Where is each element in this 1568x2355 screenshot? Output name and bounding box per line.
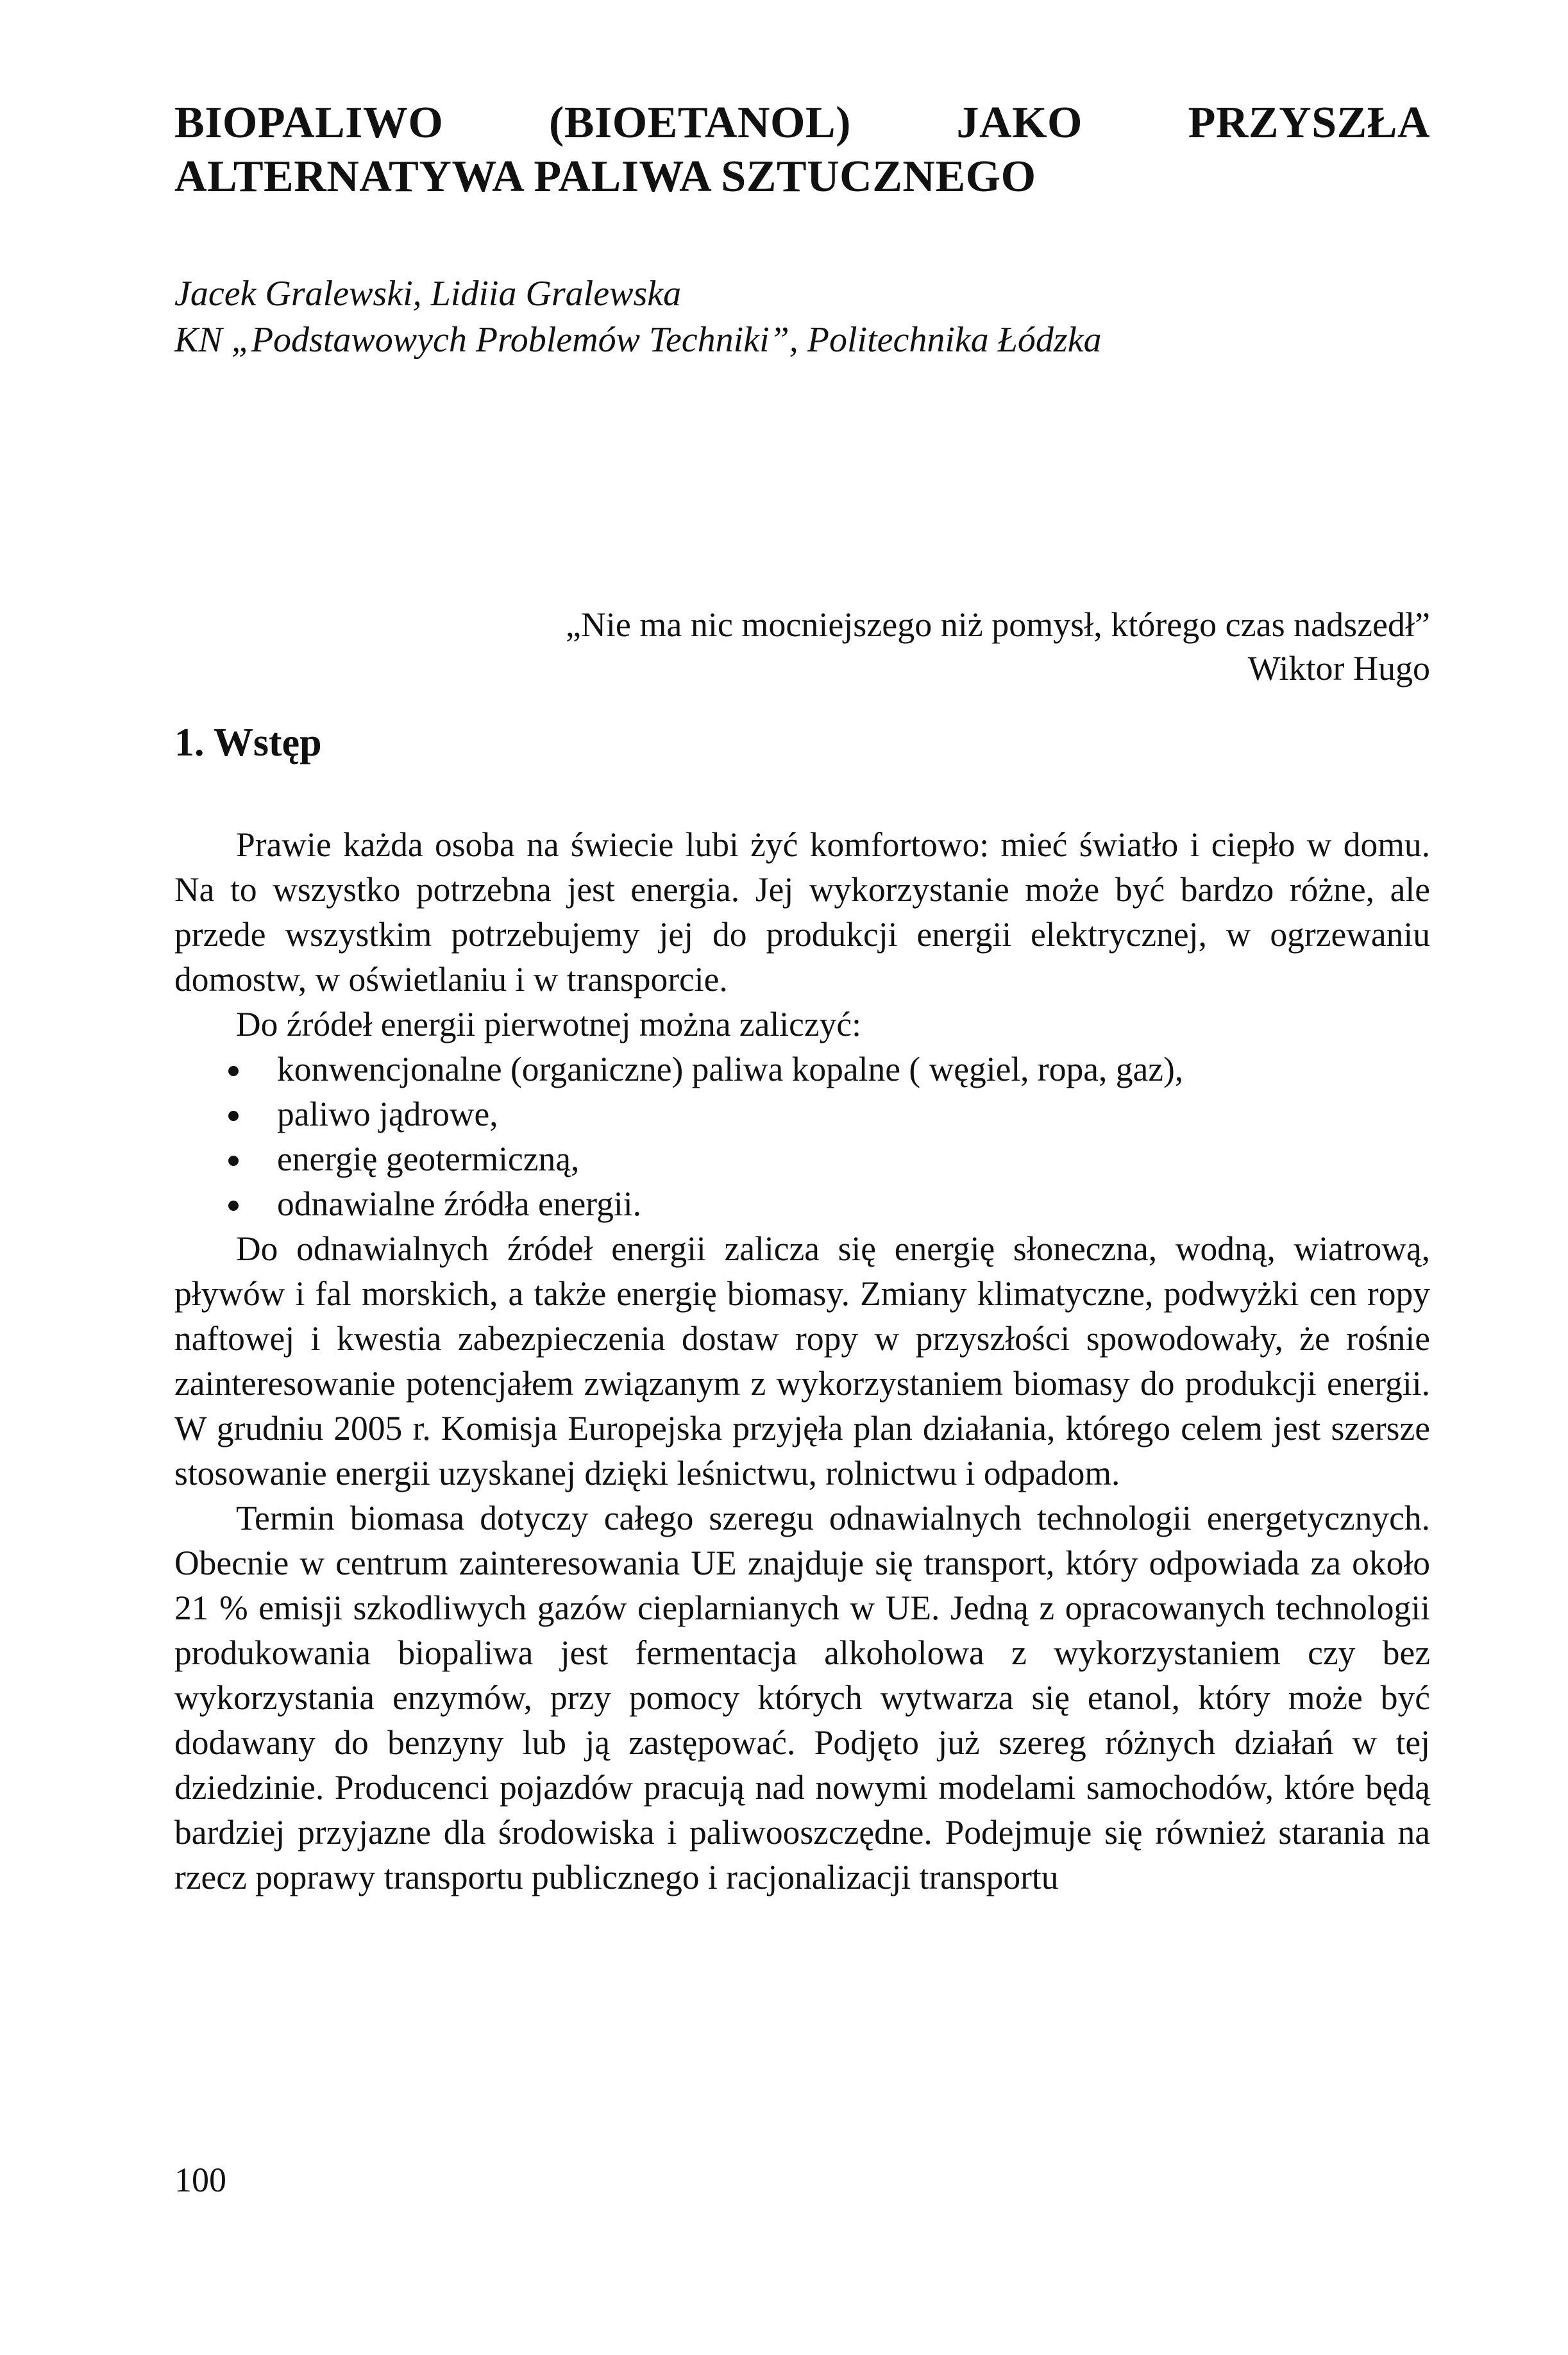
title-line-2: ALTERNATYWA PALIWA SZTUCZNEGO <box>174 152 1036 201</box>
paragraph-3: Do odnawialnych źródeł energii zalicza się energię słoneczna, wodną, wiatrową, pływów i fal morskich, a także energię biomasy. Zmiany klimatyczne, podwyżki cen ropy naftowej i kwestia zabezpieczenia dostaw ropy w przyszłości spowodowały, że rośnie zainteresowanie potencjałem związanym z wykorzystaniem biomasy do produkcji energii. W grudniu 2005 r. Komisja Europejska przyjęła plan działania, którego celem jest szersze stosowanie energii uzyskanej dzięki leśnictwu, rolnictwu i odpadom. <box>174 1229 1430 1492</box>
bullet-icon <box>228 1066 239 1076</box>
list-item <box>174 1181 1430 1226</box>
page <box>174 96 1430 1900</box>
page-number: 100 <box>174 2161 226 2199</box>
authors-block <box>174 271 1430 363</box>
section-body <box>174 822 1430 1900</box>
section-heading: 1. Wstęp <box>174 721 322 764</box>
author-affiliation: KN „Podstawowych Problemów Techniki”, Politechnika Łódzka <box>174 320 1102 360</box>
list-item-text: energię geotermiczną, <box>277 1140 580 1178</box>
bullet-icon <box>228 1201 239 1211</box>
paragraph-2: Do źródeł energii pierwotnej można zaliczyć: <box>236 1005 861 1043</box>
author-names: Jacek Gralewski, Lidiia Gralewska <box>174 274 682 314</box>
list-item <box>174 1136 1430 1181</box>
bullet-icon <box>228 1156 239 1166</box>
energy-sources-list <box>174 1047 1430 1226</box>
list-item-text: konwencjonalne (organiczne) paliwa kopalne ( węgiel, ropa, gaz), <box>277 1050 1184 1088</box>
list-item <box>174 1047 1430 1092</box>
bullet-icon <box>228 1111 239 1121</box>
paragraph-1: Prawie każda osoba na świecie lubi żyć komfortowo: mieć światło i ciepło w domu. Na to wszystko potrzebna jest energia. Jej wykorzystanie może być bardzo różne, ale przede wszystkim potrzebujemy jej do produkcji energii elektrycznej, w ogrzewaniu domostw, w oświetlaniu i w transporcie. <box>174 825 1430 999</box>
epigraph-quote: „Nie ma nic mocniejszego niż pomysł, którego czas nadszedł” <box>565 605 1430 644</box>
paragraph-4: Termin biomasa dotyczy całego szeregu odnawialnych technologii energetycznych. Obecnie w centrum zainteresowania UE znajduje się transport, który odpowiada za około 21 % emisji szkodliwych gazów cieplarnianych w UE. Jedną z opracowanych technologii produkowania biopaliwa jest fermentacja alkoholowa z wykorzystaniem czy bez wykorzystania enzymów, przy pomocy których wytwarza się etanol, który może być dodawany do benzyny lub ją zastępować. Podjęto już szereg różnych działań w tej dziedzinie. Producenci pojazdów pracują nad nowymi modelami samochodów, które będą bardziej przyjazne dla środowiska i paliwooszczędne. Podejmuje się również starania na rzecz poprawy transportu publicznego i racjonalizacji transportu <box>174 1499 1430 1896</box>
epigraph <box>174 603 1430 690</box>
list-item <box>174 1092 1430 1136</box>
list-item-text: paliwo jądrowe, <box>277 1095 498 1133</box>
list-item-text: odnawialne źródła energii. <box>277 1185 641 1223</box>
title-line-1: BIOPALIWO (BIOETANOL) JAKO PRZYSZŁA <box>174 98 1430 148</box>
epigraph-author: Wiktor Hugo <box>1247 649 1430 688</box>
paper-title <box>174 96 1430 204</box>
